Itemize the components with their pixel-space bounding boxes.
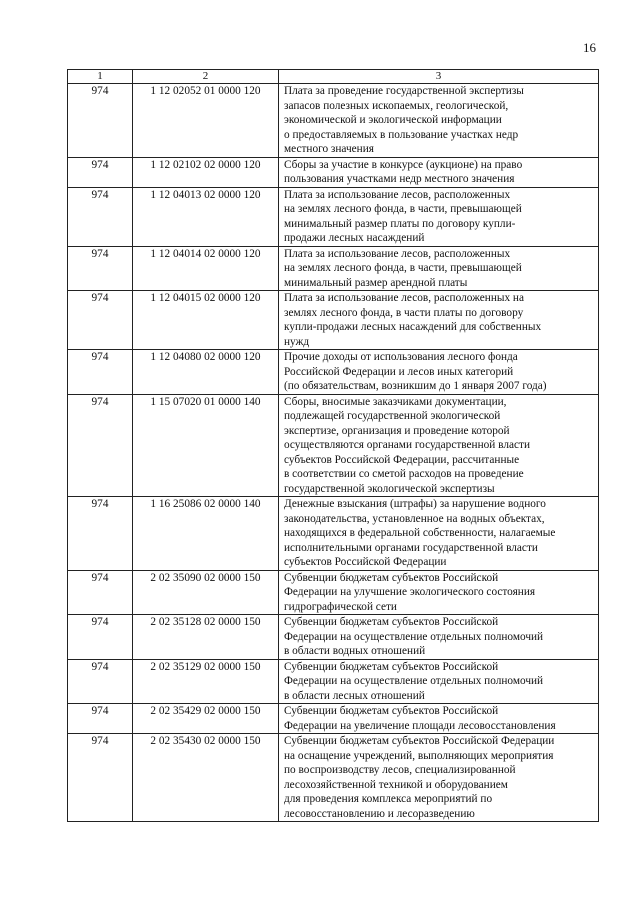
revenue-name-line: Субвенции бюджетам субъектов Российской bbox=[284, 660, 499, 673]
revenue-code-cell: 2 02 35129 02 0000 150 bbox=[133, 659, 279, 704]
admin-code-cell: 974 bbox=[68, 704, 133, 734]
revenue-name-line: минимальный размер арендной платы bbox=[284, 276, 468, 289]
revenue-name-line: Денежные взыскания (штрафы) за нарушение водного bbox=[284, 498, 546, 510]
revenue-name-line: субъектов Российской Федерации bbox=[284, 556, 447, 568]
revenue-name-cell bbox=[279, 187, 599, 246]
column-header-1: 1 bbox=[68, 70, 133, 84]
revenue-name-line: гидрографической сети bbox=[284, 600, 397, 613]
revenue-name-cell bbox=[279, 497, 599, 571]
revenue-name-line: Российской Федерации и лесов иных категорий bbox=[284, 365, 514, 378]
column-header-2: 2 bbox=[133, 70, 279, 84]
revenue-code-cell: 1 12 02102 02 0000 120 bbox=[133, 157, 279, 187]
admin-code-cell: 974 bbox=[68, 734, 133, 822]
revenue-name-cell bbox=[279, 734, 599, 822]
revenue-name-line: субъектов Российской Федерации, рассчитанные bbox=[284, 453, 520, 466]
revenue-name-line: экономической и экологической информации bbox=[284, 114, 502, 126]
revenue-code-cell: 2 02 35430 02 0000 150 bbox=[133, 734, 279, 822]
revenue-name-cell bbox=[279, 570, 599, 615]
revenue-name-line: Федерации на увеличение площади лесовосстановления bbox=[284, 719, 556, 732]
revenue-name-cell bbox=[279, 704, 599, 734]
revenue-name-line: государственной экологической экспертизы bbox=[284, 482, 495, 495]
revenue-name-cell bbox=[279, 246, 599, 291]
table-row bbox=[68, 497, 599, 571]
revenue-name-line: на землях лесного фонда, в части, превышающей bbox=[284, 262, 522, 274]
revenue-name-line: законодательства, установленное на водных объектах, bbox=[284, 512, 545, 525]
revenue-name-line: Субвенции бюджетам субъектов Российской bbox=[284, 571, 499, 584]
revenue-name-line: Федерации на осуществление отдельных полномочий bbox=[284, 630, 544, 643]
revenue-name-cell bbox=[279, 659, 599, 704]
admin-code-cell: 974 bbox=[68, 394, 133, 497]
revenue-code-cell: 2 02 35090 02 0000 150 bbox=[133, 570, 279, 615]
table-body bbox=[68, 84, 599, 822]
table-row bbox=[68, 84, 599, 158]
table-header-row bbox=[68, 70, 599, 84]
revenue-name-line: в соответствии со сметой расходов на проведение bbox=[284, 468, 524, 480]
revenue-name-line: пользования участками недр местного значения bbox=[284, 173, 515, 185]
admin-code-cell: 974 bbox=[68, 615, 133, 660]
budget-revenue-table bbox=[67, 69, 599, 822]
revenue-name-line: Федерации на улучшение экологического состояния bbox=[284, 586, 536, 598]
revenue-code-cell: 1 15 07020 01 0000 140 bbox=[133, 394, 279, 497]
revenue-code-cell: 1 12 02052 01 0000 120 bbox=[133, 84, 279, 158]
revenue-name-line: Прочие доходы от использования лесного фонда bbox=[284, 351, 518, 363]
revenue-code-cell: 1 16 25086 02 0000 140 bbox=[133, 497, 279, 571]
table-row bbox=[68, 350, 599, 395]
table-row bbox=[68, 157, 599, 187]
revenue-name-line: на землях лесного фонда, в части, превышающей bbox=[284, 203, 522, 215]
admin-code-cell: 974 bbox=[68, 157, 133, 187]
revenue-code-cell: 2 02 35429 02 0000 150 bbox=[133, 704, 279, 734]
revenue-name-line: по воспроизводству лесов, специализированной bbox=[284, 764, 516, 776]
admin-code-cell: 974 bbox=[68, 659, 133, 704]
revenue-name-line: на оснащение учреждений, выполняющих мероприятия bbox=[284, 749, 554, 762]
revenue-name-line: экспертизе, организация и проведение которой bbox=[284, 424, 510, 437]
revenue-name-line: для проведения комплекса мероприятий по bbox=[284, 793, 493, 805]
revenue-name-line: осуществляются органами государственной власти bbox=[284, 439, 530, 451]
revenue-name-line: в области водных отношений bbox=[284, 645, 426, 657]
table-row bbox=[68, 246, 599, 291]
table-row bbox=[68, 187, 599, 246]
admin-code-cell: 974 bbox=[68, 570, 133, 615]
revenue-name-cell bbox=[279, 291, 599, 350]
admin-code-cell: 974 bbox=[68, 497, 133, 571]
revenue-name-line: местного значения bbox=[284, 143, 374, 155]
table-row bbox=[68, 291, 599, 350]
admin-code-cell: 974 bbox=[68, 291, 133, 350]
revenue-code-cell: 1 12 04014 02 0000 120 bbox=[133, 246, 279, 291]
column-header-3: 3 bbox=[279, 70, 599, 84]
table-row bbox=[68, 659, 599, 704]
revenue-name-line: продажи лесных насаждений bbox=[284, 232, 425, 244]
revenue-name-line: купли-продажи лесных насаждений для собственных bbox=[284, 321, 542, 333]
revenue-name-line: минимальный размер платы по договору купли- bbox=[284, 217, 516, 230]
revenue-name-line: исполнительными органами государственной власти bbox=[284, 541, 538, 554]
revenue-name-line: Плата за использование лесов, расположенных на bbox=[284, 292, 524, 304]
revenue-name-line: Субвенции бюджетам субъектов Российской Федерации bbox=[284, 735, 555, 747]
revenue-name-cell bbox=[279, 84, 599, 158]
revenue-name-line: лесохозяйственной техникой и оборудованием bbox=[284, 778, 508, 791]
revenue-name-line: находящихся в федеральной собственности, налагаемые bbox=[284, 527, 556, 539]
table-row bbox=[68, 734, 599, 822]
revenue-name-line: нужд bbox=[284, 335, 310, 348]
revenue-name-line: Сборы за участие в конкурсе (аукционе) на право bbox=[284, 158, 523, 171]
page-number: 16 bbox=[583, 40, 596, 55]
revenue-code-cell: 1 12 04080 02 0000 120 bbox=[133, 350, 279, 395]
revenue-code-cell: 1 12 04015 02 0000 120 bbox=[133, 291, 279, 350]
revenue-name-line: Плата за использование лесов, расположенных bbox=[284, 188, 511, 201]
revenue-name-line: Субвенции бюджетам субъектов Российской bbox=[284, 616, 499, 628]
revenue-code-cell: 1 12 04013 02 0000 120 bbox=[133, 187, 279, 246]
admin-code-cell: 974 bbox=[68, 350, 133, 395]
admin-code-cell: 974 bbox=[68, 246, 133, 291]
revenue-name-line: запасов полезных ископаемых, геологической, bbox=[284, 99, 509, 112]
revenue-name-cell bbox=[279, 615, 599, 660]
revenue-name-cell bbox=[279, 394, 599, 497]
revenue-name-line: о предоставляемых в пользование участках недр bbox=[284, 128, 519, 141]
table-row bbox=[68, 394, 599, 497]
revenue-name-line: лесовосстановлению и лесоразведению bbox=[284, 807, 475, 820]
revenue-name-line: Субвенции бюджетам субъектов Российской bbox=[284, 705, 499, 717]
admin-code-cell: 974 bbox=[68, 187, 133, 246]
revenue-name-line: Сборы, вносимые заказчиками документации, bbox=[284, 395, 507, 408]
revenue-name-line: в области лесных отношений bbox=[284, 689, 425, 702]
revenue-name-line: Плата за использование лесов, расположенных bbox=[284, 247, 511, 260]
admin-code-cell: 974 bbox=[68, 84, 133, 158]
revenue-name-line: (по обязательствам, возникшим до 1 января 2007 года) bbox=[284, 380, 547, 392]
revenue-name-line: землях лесного фонда, в части платы по договору bbox=[284, 306, 524, 319]
table-row bbox=[68, 615, 599, 660]
revenue-name-line: Плата за проведение государственной экспертизы bbox=[284, 85, 524, 97]
revenue-name-line: Федерации на осуществление отдельных полномочий bbox=[284, 675, 544, 687]
table-row bbox=[68, 704, 599, 734]
revenue-name-cell bbox=[279, 350, 599, 395]
table-row bbox=[68, 570, 599, 615]
revenue-name-cell bbox=[279, 157, 599, 187]
revenue-code-cell: 2 02 35128 02 0000 150 bbox=[133, 615, 279, 660]
revenue-name-line: подлежащей государственной экологической bbox=[284, 410, 501, 422]
